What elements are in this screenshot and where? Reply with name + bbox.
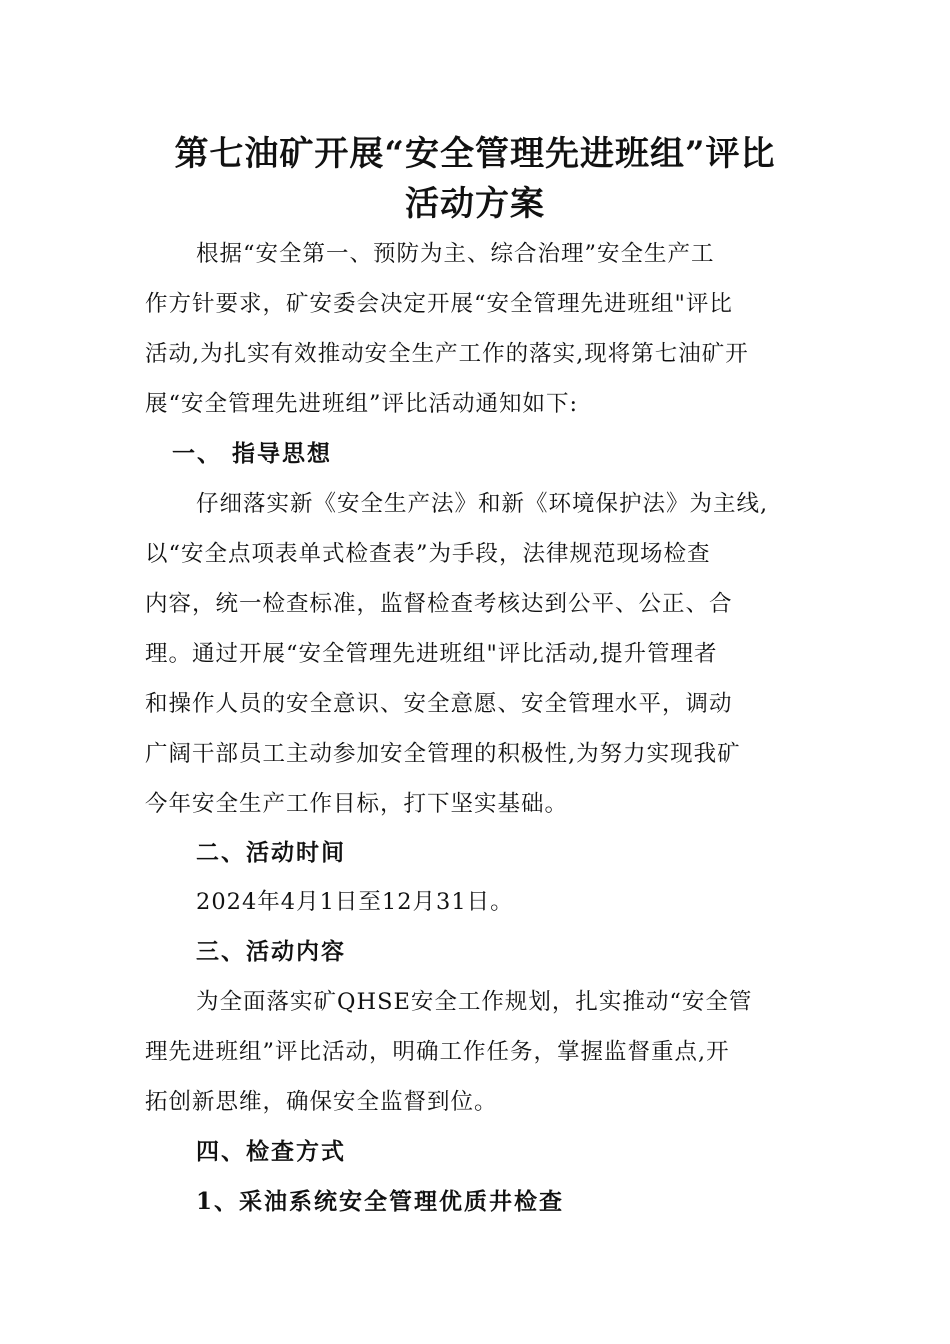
section1-line-1: 仔细落实新《安全生产法》和新《环境保护法》为主线,	[196, 491, 769, 517]
section1-line-5: 和操作人员的安全意识、安全意愿、安全管理水平，调动	[145, 691, 733, 717]
section3-line-1: 为全面落实矿QHSE安全工作规划，扎实推动“安全管	[196, 989, 753, 1015]
intro-line-1: 根据“安全第一、预防为主、综合治理”安全生产工	[196, 241, 715, 267]
section1-line-6: 广阔干部员工主动参加安全管理的积极性,为努力实现我矿	[145, 741, 741, 767]
document-title-line-2: 活动方案	[405, 184, 545, 224]
intro-line-2: 作方针要求，矿安委会决定开展“安全管理先进班组"评比	[145, 291, 733, 317]
section2-line-1: 2024年4月1日至12月31日。	[196, 889, 514, 915]
intro-line-3: 活动,为扎实有效推动安全生产工作的落实,现将第七油矿开	[145, 341, 749, 367]
section1-line-4: 理。通过开展“安全管理先进班组"评比活动,提升管理者	[145, 641, 718, 667]
section-heading-activity-time: 二、活动时间	[196, 839, 346, 866]
section-heading-inspection-method: 四、检查方式	[196, 1138, 346, 1165]
section1-line-2: 以“安全点项表单式检查表”为手段，法律规范现场检查	[145, 541, 711, 567]
document-title-line-1: 第七油矿开展“安全管理先进班组”评比	[174, 134, 776, 174]
subsection-heading-quality-well-inspection: 1、采油系统安全管理优质井检查	[196, 1188, 565, 1215]
intro-line-4: 展“安全管理先进班组”评比活动通知如下:	[145, 391, 579, 417]
section1-line-7: 今年安全生产工作目标，打下坚实基础。	[145, 791, 569, 817]
section1-line-3: 内容，统一检查标准，监督检查考核达到公平、公正、合	[145, 591, 733, 617]
section-heading-guiding-thought: 一、 指导思想	[172, 440, 333, 467]
section3-line-2: 理先进班组”评比活动，明确工作任务，掌握监督重点,开	[145, 1039, 730, 1065]
section3-line-3: 拓创新思维，确保安全监督到位。	[145, 1089, 498, 1115]
section-heading-activity-content: 三、活动内容	[196, 938, 346, 965]
